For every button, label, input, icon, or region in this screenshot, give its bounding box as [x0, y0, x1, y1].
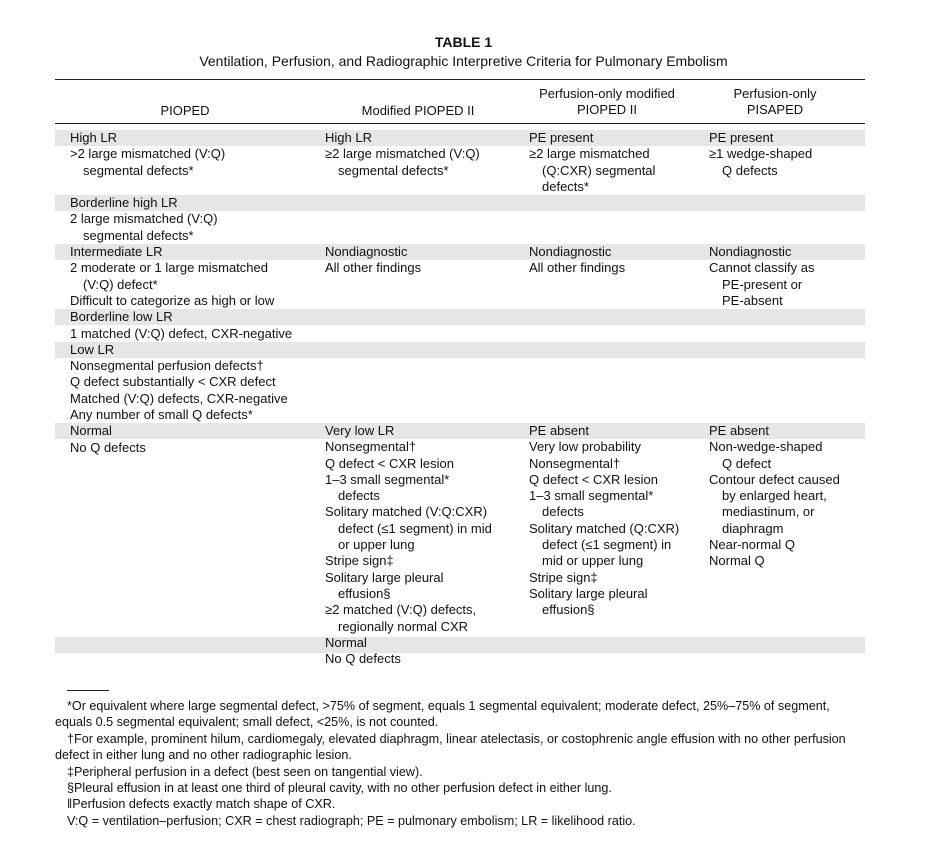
pm-absent-5: Solitary matched (Q:CXR) [529, 520, 680, 536]
mod-vlow-6-cont: effusion§ [338, 585, 391, 601]
pioped-bhigh-criteria: 2 large mismatched (V:Q) [70, 211, 218, 227]
mod-normal: Normal [325, 634, 367, 650]
perfusion-modified-nondiag [529, 244, 625, 277]
mod-vlow-3: 1–3 small segmental* [325, 471, 450, 487]
mod-vlow-5: Stripe sign‡ [325, 553, 394, 569]
pioped-low-1: Nonsegmental perfusion defects† [70, 358, 264, 374]
table-title: TABLE 1 [434, 34, 493, 50]
pis-absent-2: Contour defect caused [709, 471, 840, 487]
header-perfusion-modified [522, 86, 692, 118]
footnote-section: §Pleural effusion in at least one third of pleural cavity, with no other perfusion defect in either lung. [67, 781, 612, 796]
pis-nondiag-1: Cannot classify as [709, 260, 815, 276]
footnote-star: *Or equivalent where large segmental defect, >75% of segment, equals 1 segmental equivalent; moderate defect, 25%–75% of segment, equals 0.5 segmental equivalent; small defect, <25%, is not counted. [55, 699, 830, 730]
pm-absent-5-cont: defect (≤1 segment) in [542, 537, 672, 553]
pioped-high-lr: High LR [70, 130, 117, 145]
mod-high-criteria-cont: segmental defects* [338, 162, 449, 178]
pis-absent: PE absent [709, 423, 769, 438]
pis-present-1: ≥1 wedge-shaped [709, 146, 813, 162]
mod-high-criteria: ≥2 large mismatched (V:Q) [325, 146, 480, 162]
mod-nondiag: Nondiagnostic [325, 244, 408, 259]
pis-absent-3: Near-normal Q [709, 537, 795, 553]
pioped-low-4: Any number of small Q defects* [70, 407, 253, 423]
table-subtitle: Ventilation, Perfusion, and Radiographic Interpretive Criteria for Pulmonary Embolism [199, 53, 728, 69]
perfusion-modified-absent [529, 423, 679, 619]
pis-nondiag-1-cont: PE-present or [722, 276, 803, 292]
modified-pioped-column [325, 130, 480, 179]
pm-present-1: ≥2 large mismatched [529, 146, 650, 162]
pioped-low-3: Matched (V:Q) defects, CXR-negative [70, 390, 288, 406]
mod-vlow-2: Q defect < CXR lesion [325, 455, 454, 471]
pm-absent-4-cont: defects [542, 504, 584, 520]
mod-vlow-1: Nonsegmental† [325, 439, 417, 455]
pm-present-1-cont: (Q:CXR) segmental [542, 162, 656, 178]
pm-absent-5-cont2: mid or upper lung [542, 553, 644, 569]
pioped-high-criteria-cont: segmental defects* [83, 162, 194, 178]
pioped-normal: Normal [70, 423, 112, 439]
pm-absent-6: Stripe sign‡ [529, 569, 598, 585]
footnote-double-dagger: ‡Peripheral perfusion in a defect (best seen on tangential view). [67, 764, 423, 779]
footnote-parallel: ‖Perfusion defects exactly match shape of CXR. [67, 797, 336, 812]
pioped-borderline-low: Borderline low LR [70, 309, 173, 325]
header-pioped: PIOPED [160, 103, 210, 118]
pioped-low: Low LR [70, 341, 115, 357]
pioped-borderline-high: Borderline high LR [70, 195, 178, 211]
pm-absent-4: 1–3 small segmental* [529, 488, 654, 504]
mod-vlow-7-cont: regionally normal CXR [338, 618, 469, 634]
pis-absent-1: Non-wedge-shaped [709, 439, 823, 455]
spacer [70, 179, 292, 195]
pis-nondiag: Nondiagnostic [709, 244, 792, 259]
pioped-bhigh-criteria-cont: segmental defects* [83, 227, 194, 243]
pioped-column [70, 130, 292, 456]
footnote-abbreviations: V:Q = ventilation–perfusion; CXR = chest radiograph; PE = pulmonary embolism; LR = likelihood ratio. [67, 813, 636, 828]
pioped-high-criteria: >2 large mismatched (V:Q) [70, 146, 226, 162]
header-modified-pioped: Modified PIOPED II [361, 103, 475, 118]
pioped-inter-criteria: 2 moderate or 1 large mismatched [70, 260, 268, 276]
pisaped-nondiag [709, 244, 815, 309]
mod-nondiag-1: All other findings [325, 260, 422, 276]
pis-absent-4: Normal Q [709, 553, 765, 569]
header-perfusion-modified-line2: PIOPED II [577, 102, 637, 117]
pm-absent-7: Solitary large pleural [529, 585, 648, 601]
pioped-low-2: Q defect substantially < CXR defect [70, 374, 276, 390]
pis-absent-2-cont2: mediastinum, or [722, 504, 815, 520]
mod-vlow-4: Solitary matched (V:Q:CXR) [325, 504, 488, 520]
pm-present: PE present [529, 130, 594, 145]
pioped-intermediate: Intermediate LR [70, 244, 163, 260]
mod-vlow-7: ≥2 matched (V:Q) defects, [325, 602, 477, 618]
pis-absent-2-cont: by enlarged heart, [722, 488, 827, 504]
pm-absent-3: Q defect < CXR lesion [529, 471, 658, 487]
mod-vlow: Very low LR [325, 423, 395, 438]
mod-vlow-4-cont: defect (≤1 segment) in mid [338, 520, 492, 536]
modified-pioped-nondiag [325, 244, 421, 277]
pm-absent-7-cont: effusion§ [542, 602, 595, 618]
pioped-blow-criteria: 1 matched (V:Q) defect, CXR-negative [70, 325, 293, 341]
pis-absent-2-cont3: diaphragm [722, 520, 784, 536]
perfusion-modified-column [529, 130, 655, 195]
pioped-inter-criteria-cont: (V:Q) defect* [83, 276, 158, 292]
mod-high-lr: High LR [325, 130, 372, 145]
pm-absent-2: Nonsegmental† [529, 455, 621, 471]
pm-nondiag-1: All other findings [529, 260, 626, 276]
mod-vlow-4-cont2: or upper lung [338, 537, 415, 553]
header-pisaped-line2: PISAPED [746, 102, 804, 117]
pis-present-1-cont: Q defects [722, 162, 778, 178]
footnote-dagger: †For example, prominent hilum, cardiomegaly, elevated diaphragm, linear atelectasis, or costophrenic angle effusion with no other perfusion defect in either lung and no other radiographic lesion. [55, 731, 846, 763]
pis-absent-1-cont: Q defect [722, 455, 772, 471]
footnotes [55, 698, 867, 829]
pioped-normal-1: No Q defects [70, 439, 146, 455]
pioped-inter-criteria-2: Difficult to categorize as high or low [70, 292, 275, 308]
top-rule [55, 79, 865, 80]
modified-pioped-verylow [325, 423, 492, 667]
pis-nondiag-1-cont2: PE-absent [722, 292, 783, 308]
footnote-rule [67, 690, 109, 691]
header-rule [55, 123, 865, 124]
pm-absent-1: Very low probability [529, 439, 641, 455]
mod-vlow-3-cont: defects [338, 488, 380, 504]
mod-normal-1: No Q defects [325, 651, 401, 667]
header-pisaped-line1: Perfusion-only [733, 86, 817, 101]
header-pisaped [700, 86, 850, 118]
pm-absent: PE absent [529, 423, 589, 438]
pis-present: PE present [709, 130, 774, 145]
pm-nondiag: Nondiagnostic [529, 244, 612, 259]
header-perfusion-modified-line1: Perfusion-only modified [539, 86, 675, 101]
pisaped-absent [709, 423, 840, 570]
pisaped-column [709, 130, 812, 179]
mod-vlow-6: Solitary large pleural [325, 569, 444, 585]
pm-present-1-cont2: defects* [542, 178, 589, 194]
